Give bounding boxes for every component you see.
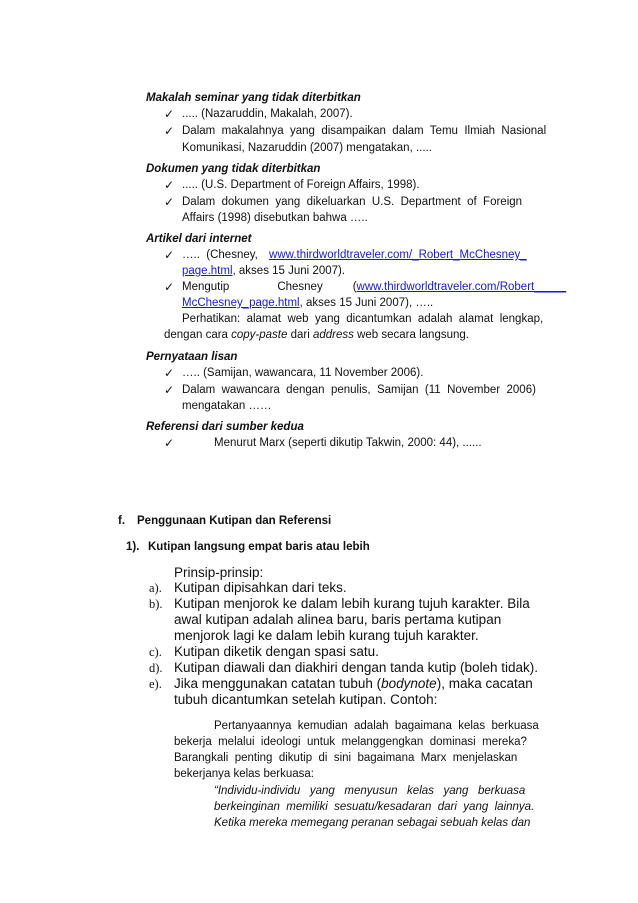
principle-text: Jika menggunakan catatan tubuh (: [174, 676, 382, 691]
quote-text: berkeinginan memiliki sesuatu/kesadaran dari yang lainnya.: [214, 801, 535, 813]
principle-emphasis: bodynote: [381, 676, 437, 691]
check-icon: ✓: [164, 248, 175, 262]
example-text: bekerjanya kelas berkuasa:: [174, 768, 314, 780]
check-icon: ✓: [164, 195, 175, 209]
list-item: ..... (Nazaruddin, Makalah, 2007).: [182, 108, 353, 120]
list-letter: c).: [149, 645, 162, 659]
list-letter: e).: [149, 677, 162, 691]
section-title-makalah: Makalah seminar yang tidak diterbitkan: [146, 92, 361, 104]
section-label: f.: [118, 515, 126, 527]
principle-text: Kutipan diketik dengan spasi satu.: [174, 644, 379, 659]
citation-text: (: [352, 281, 357, 293]
note-text: [164, 329, 469, 341]
check-icon: ✓: [164, 178, 175, 192]
example-text: bekerja melalui ideologi untuk melanggengkan dominasi mereka?: [174, 736, 527, 748]
principle-text: Kutipan dipisahkan dari teks.: [174, 580, 347, 595]
principle-text: awal kutipan adalah alinea baru, baris pertama kutipan: [174, 612, 502, 627]
list-item: [182, 249, 527, 261]
citation-text: Mengutip: [182, 281, 230, 293]
note-text: dengan cara: [164, 329, 232, 341]
note-emphasis: address: [312, 329, 354, 341]
check-icon: ✓: [164, 107, 175, 121]
note-emphasis: copy-paste: [231, 329, 288, 341]
web-link[interactable]: McChesney_page.html: [182, 297, 300, 309]
subsection-heading: Kutipan langsung empat baris atau lebih: [148, 541, 370, 553]
principles-title: Prinsip-prinsip:: [174, 565, 264, 580]
list-item: ….. (Samijan, wawancara, 11 November 2006).: [182, 367, 424, 379]
list-item: [182, 281, 566, 293]
section-heading: Penggunaan Kutipan dan Referensi: [137, 515, 332, 527]
web-link[interactable]: www.thirdworldtraveler.com/_Robert_McChesney_: [269, 249, 527, 261]
principle-text: tubuh dicantumkan setelah kutipan. Contoh:: [174, 692, 438, 707]
note-text: dari: [287, 329, 313, 341]
section-title-pernyataan: Pernyataan lisan: [146, 351, 238, 363]
note-text: web secara langsung.: [353, 329, 469, 341]
principle-text: Kutipan diawali dan diakhiri dengan tanda kutip (boleh tidak).: [174, 660, 538, 675]
list-item: Dalam makalahnya yang disampaikan dalam Temu Ilmiah Nasional: [182, 125, 547, 137]
check-icon: ✓: [164, 383, 175, 397]
list-letter: b).: [149, 597, 163, 611]
list-item: ..... (U.S. Department of Foreign Affairs, 1998).: [182, 179, 420, 191]
section-title-dokumen: Dokumen yang tidak diterbitkan: [146, 163, 321, 175]
section-title-referensi: Referensi dari sumber kedua: [146, 421, 304, 433]
list-item-continuation: mengatakan ……: [182, 400, 272, 412]
list-item-continuation: [182, 265, 345, 277]
check-icon: ✓: [164, 366, 175, 380]
list-item-continuation: Komunikasi, Nazaruddin (2007) mengatakan, .....: [182, 142, 432, 154]
check-icon: ✓: [164, 280, 175, 294]
quote-text: “Individu-individu yang menyusun kelas yang berkuasa: [214, 785, 526, 797]
web-link[interactable]: page.html: [182, 265, 233, 277]
list-item: Menurut Marx (seperti dikutip Takwin, 2000: 44), ......: [214, 437, 482, 449]
principle-text: [174, 676, 533, 691]
check-icon: ✓: [164, 436, 175, 450]
note-text: Perhatikan: alamat web yang dicantumkan adalah alamat lengkap,: [182, 313, 544, 325]
principle-text: Kutipan menjorok ke dalam lebih kurang tujuh karakter. Bila: [174, 596, 530, 611]
list-item: Dalam dokumen yang dikeluarkan U.S. Department of Foreign: [182, 196, 523, 208]
web-link[interactable]: www.thirdworldtraveler.com/Robert_____: [356, 281, 567, 293]
principle-text: menjorok lagi ke dalam lebih kurang tujuh karakter.: [174, 628, 479, 643]
list-item: Dalam wawancara dengan penulis, Samijan (11 November 2006): [182, 384, 536, 396]
list-item-continuation: [182, 297, 433, 309]
list-letter: a).: [149, 581, 162, 595]
example-text: Pertanyaannya kemudian adalah bagaimana kelas berkuasa: [214, 720, 539, 732]
check-icon: ✓: [164, 124, 175, 138]
citation-text: , akses 15 Juni 2007), …..: [299, 297, 434, 309]
list-item-continuation: Affairs (1998) disebutkan bahwa …..: [182, 212, 368, 224]
example-text: Barangkali penting dikutip di sini bagaimana Marx menjelaskan: [174, 752, 518, 764]
list-letter: d).: [149, 661, 163, 675]
subsection-label: 1).: [126, 541, 140, 553]
citation-text: ….. (Chesney,: [182, 249, 258, 261]
citation-text: , akses 15 Juni 2007).: [232, 265, 346, 277]
section-title-artikel: Artikel dari internet: [146, 233, 252, 245]
principle-text: ), maka cacatan: [436, 676, 533, 691]
citation-text: Chesney: [277, 281, 323, 293]
quote-text: Ketika mereka memegang peranan sebagai sebuah kelas dan: [214, 817, 531, 829]
